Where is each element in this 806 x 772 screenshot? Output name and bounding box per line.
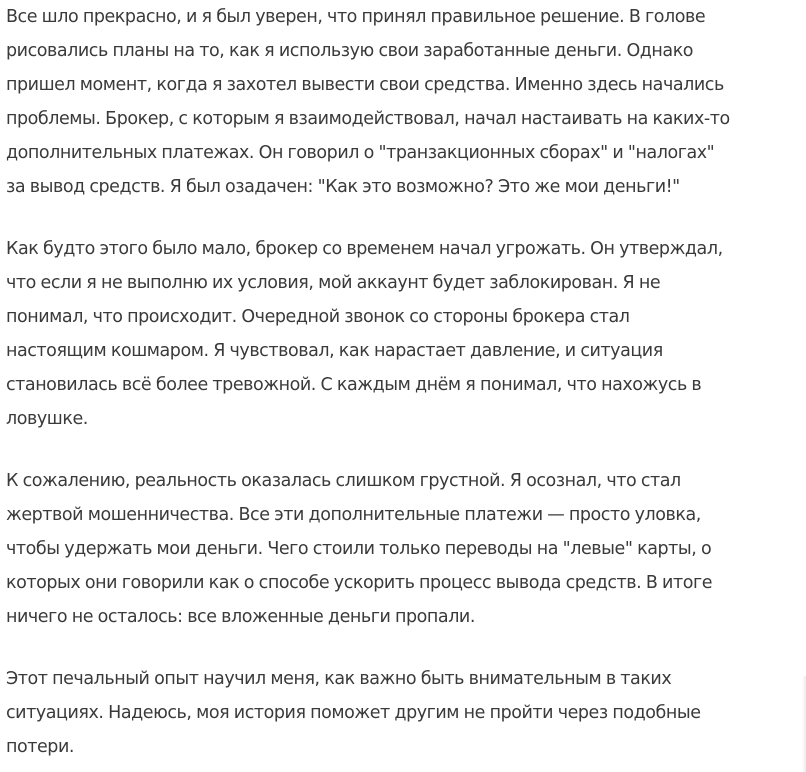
scroll-edge-shadow [802, 676, 806, 772]
article-paragraph-3: К сожалению, реальность оказалась слишком грустной. Я осознал, что стал жертвой мошенничества. Все эти дополнительные платежи — просто уловка, чтобы удержать мои деньги. Чего стоили только переводы на "левые" карты, о которых они говорили как о способе ускорить процесс вывода средств. В итоге ничего не осталось: все вложенные деньги пропали. [6, 471, 713, 627]
article-body [6, 0, 806, 764]
article-paragraph-2: Как будто этого было мало, брокер со временем начал угрожать. Он утверждал, что если я не выполню их условия, мой аккаунт будет заблокирован. Я не понимал, что происходит. Очередной звонок со стороны брокера стал настоящим кошмаром. Я чувствовал, как нарастает давление, и ситуация становилась всё более тревожной. С каждым днём я понимал, что нахожусь в ловушке. [6, 239, 723, 429]
article-paragraph-4: Этот печальный опыт научил меня, как важно быть внимательным в таких ситуациях. Надеюсь, моя история поможет другим не пройти через подобные потери. [6, 669, 701, 757]
article-paragraph-1: Все шло прекрасно, и я был уверен, что принял правильное решение. В голове рисовались планы на то, как я использую свои заработанные деньги. Однако пришел момент, когда я захотел вывести свои средства. Именно здесь начались проблемы. Брокер, с которым я взаимодействовал, начал настаивать на каких-то дополнительных платежах. Он говорил о "транзакционных сборах" и "налогах" за вывод средств. Я был озадачен: "Как это возможно? Это же мои деньги!" [6, 7, 730, 197]
